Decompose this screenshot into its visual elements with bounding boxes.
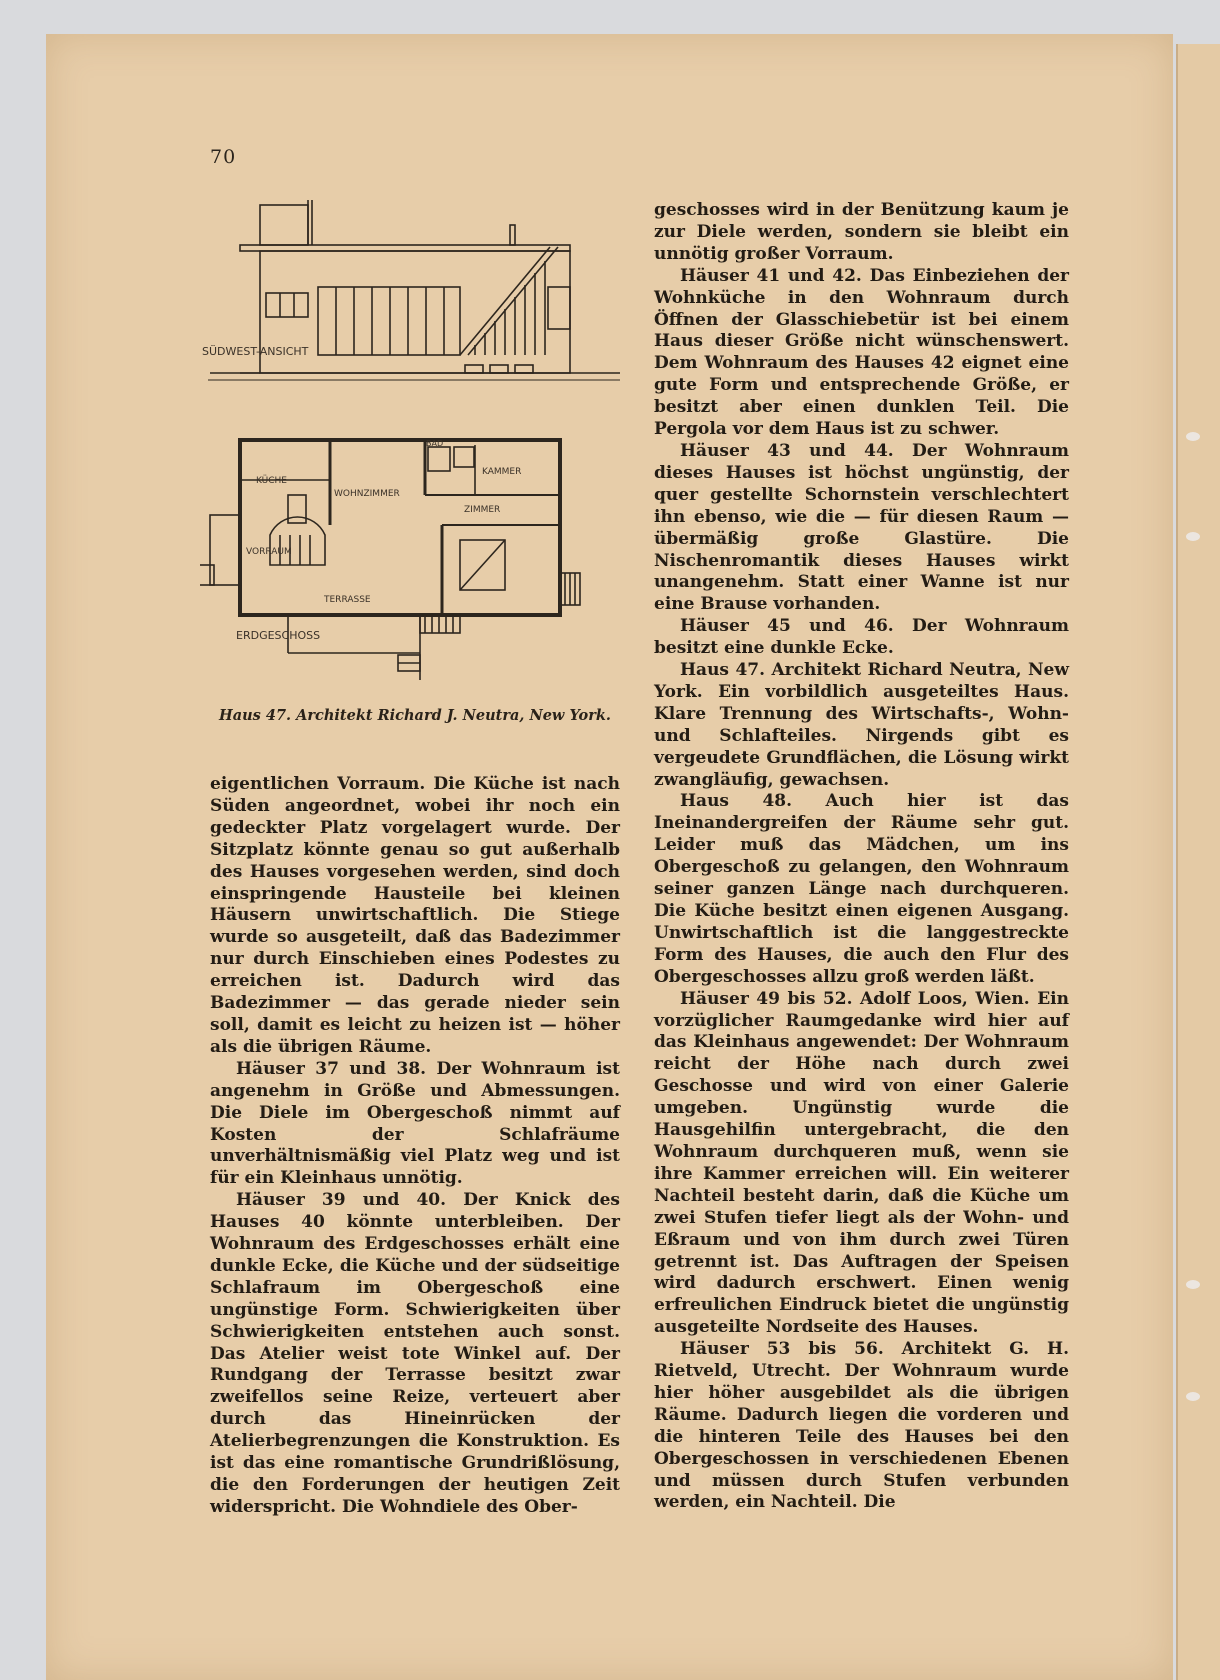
paragraph: Häuser 43 und 44. Der Wohnraum dieses Hauses ist höchst ungünstig, der quer gestellte Schornstein verschlechtert ihn ebenso, wie die — für diesen Raum — übermäßig große Glastüre. Die Nischenromantik dieses Hauses wirkt unangenehm. Statt einer Wanne ist nur eine Brause vorhanden. [654, 440, 1069, 615]
label-hall: VORRAUM [246, 547, 292, 557]
house-figure [200, 195, 630, 735]
label-living-room: WOHNZIMMER [334, 489, 400, 499]
paragraph: Häuser 37 und 38. Der Wohnraum ist angenehm in Größe und Abmessungen. Die Diele im Obergeschoß nimmt auf Kosten der Schlafräume unverhältnismäßig viel Platz weg und ist für ein Kleinhaus unnötig. [210, 1058, 620, 1189]
paragraph: geschosses wird in der Benützung kaum je zur Diele werden, sondern sie bleibt ein unnötig großer Vorraum. [654, 200, 1069, 264]
left-text-column [210, 774, 620, 1519]
label-kitchen: KÜCHE [256, 476, 287, 486]
paragraph: Häuser 39 und 40. Der Knick des Hauses 40 könnte unterbleiben. Der Wohnraum des Erdgeschosses erhält eine dunkle Ecke, die Küche und der südseitige Schlafraum im Obergeschoß eine ungünstige Form. Schwierigkeiten über Schwierigkeiten entstehen auch sonst. Das Atelier weist tote Winkel auf. Der Rundgang der Terrasse besitzt zwar zweifellos seine Reize, verteuert aber durch das Hineinrücken der Atelierbegrenzungen die Konstruktion. Es ist das eine romantische Grundrißlösung, die den Forderungen der heutigen Zeit widerspricht. Die Wohndiele des Ober- [210, 1190, 620, 1517]
label-ground-floor: ERDGESCHOSS [236, 629, 321, 642]
paragraph: eigentlichen Vorraum. Die Küche ist nach Süden angeordnet, wobei ihr noch ein gedeckter Platz vorgelagert wurde. Der Sitzplatz könnte genau so gut außerhalb des Hauses vorgesehen werden, sind doch einspringende Hausteile bei kleinen Häusern unwirtschaftlich. Die Stiege wurde so ausgeteilt, daß das Badezimmer nur durch Einschieben eines Podestes zu erreichen ist. Dadurch wird das Badezimmer — das gerade nieder sein soll, damit es leicht zu heizen ist — höher als die übrigen Räume. [210, 774, 620, 1057]
next-page-edge [1176, 44, 1220, 1680]
page-number: 70 [210, 146, 237, 168]
label-southwest-view: SÜDWEST-ANSICHT [202, 345, 309, 358]
house-drawing [200, 195, 630, 695]
label-room: ZIMMER [464, 505, 501, 515]
right-text-column [654, 200, 1069, 1514]
figure-caption: Haus 47. Architekt Richard J. Neutra, New York. [219, 707, 611, 724]
label-terrace: TERRASSE [324, 595, 371, 605]
paragraph: Haus 48. Auch hier ist das Ineinandergreifen der Räume sehr gut. Leider muß das Mädchen, um ins Obergeschoß zu gelangen, den Wohnraum seiner ganzen Länge nach durchqueren. Die Küche besitzt einen eigenen Ausgang. Unwirtschaftlich ist die langgestreckte Form des Hauses, die auch den Flur des Obergeschosses allzu groß werden läßt. [654, 791, 1069, 987]
paragraph: Häuser 41 und 42. Das Einbeziehen der Wohnküche in den Wohnraum durch Öffnen der Glasschiebetür ist bei einem Haus dieser Größe nicht wünschenswert. Dem Wohnraum des Hauses 42 eignet eine gute Form und entsprechende Größe, er besitzt aber einen dunklen Teil. Die Pergola vor dem Haus ist zu schwer. [654, 265, 1069, 440]
paragraph: Häuser 49 bis 52. Adolf Loos, Wien. Ein vorzüglicher Raumgedanke wird hier auf das Kleinhaus angewendet: Der Wohnraum reicht der Höhe nach durch zwei Geschosse und wird von einer Galerie umgeben. Ungünstig wurde die Hausgehilfin untergebracht, die den Wohnraum durchqueren muß, wenn sie ihre Kammer erreichen will. Ein weiterer Nachteil besteht darin, daß die Küche um zwei Stufen tiefer liegt als der Wohn- und Eßraum und von ihm durch zwei Türen getrennt ist. Das Auftragen der Speisen wird dadurch erschwert. Einen wenig erfreulichen Eindruck bietet die ungünstig ausgeteilte Nordseite des Hauses. [654, 988, 1069, 1338]
paragraph: Haus 47. Architekt Richard Neutra, New York. Ein vorbildlich ausgeteiltes Haus. Klare Trennung des Wirtschafts-, Wohn- und Schlafteiles. Nirgends gibt es vergeudete Grundflächen, die Lösung wirkt zwangläufig, gewachsen. [654, 660, 1069, 790]
paragraph: Häuser 53 bis 56. Architekt G. H. Rietveld, Utrecht. Der Wohnraum wurde hier höher ausgebildet als die übrigen Räume. Dadurch liegen die vorderen und die hinteren Teile des Hauses bei den Obergeschossen in verschiedenen Ebenen und müssen durch Stufen verbunden werden, ein Nachteil. Die [654, 1339, 1069, 1513]
punch-hole [1186, 1280, 1200, 1289]
label-chamber: KAMMER [482, 467, 522, 477]
punch-hole [1186, 1392, 1200, 1401]
paragraph: Häuser 45 und 46. Der Wohnraum besitzt eine dunkle Ecke. [654, 616, 1069, 659]
label-bath: BAD [426, 439, 444, 448]
punch-hole [1186, 532, 1200, 541]
punch-hole [1186, 432, 1200, 441]
